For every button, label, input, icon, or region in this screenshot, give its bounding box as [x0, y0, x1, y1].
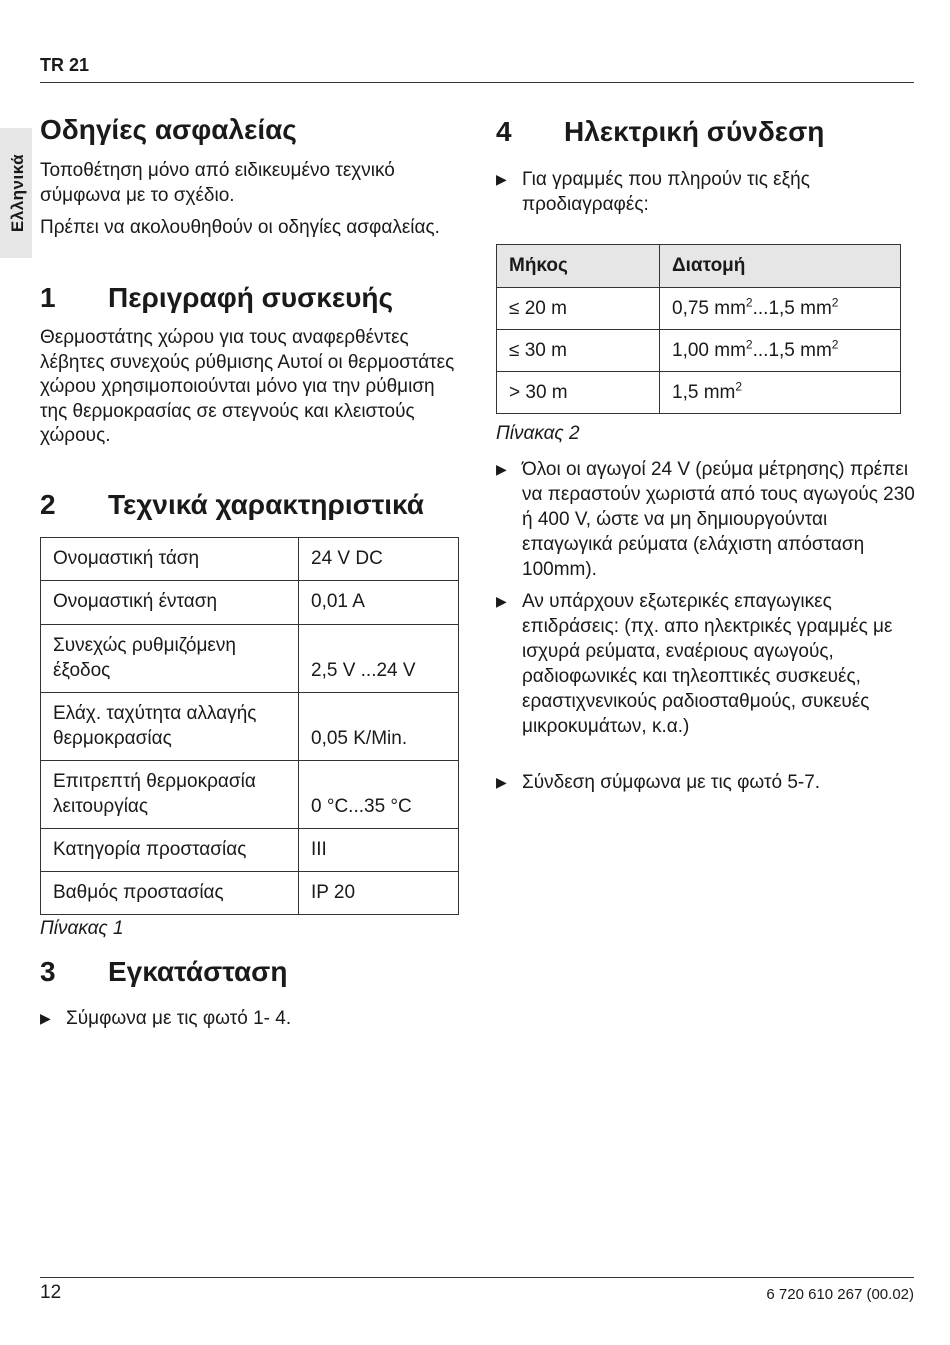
column-header-section: Διατομή [660, 245, 901, 288]
spec-label: Επιτρεπτή θερμοκρασία λειτουργίας [41, 761, 299, 829]
cable-section: 0,75 $mm^2...1,5$ $mm^2$ [660, 288, 901, 330]
section-4-bullet-1: ▶ Όλοι οι αγωγοί 24 V (ρεύμα μέτρησης) πρέπει να περαστούν χωριστά από τους αγωγούς 230 ή 400 V, ώστε να μη δημιουργούνται επαγωγικά ρεύματα (ελάχιστη απόσταση 100mm). [496, 459, 915, 580]
spec-value: 0 °C...35 °C [299, 761, 459, 829]
table-row [41, 625, 459, 693]
spec-label: Ονομαστική τάση [41, 538, 299, 581]
section-1-number: 1 [40, 282, 56, 313]
section-1-heading [40, 282, 393, 314]
bullet-arrow-icon: ▶ [496, 171, 507, 187]
section-3-bullet: ▶ Σύμφωνα με τις φωτό 1- 4. [40, 1008, 292, 1029]
section-3-title: Εγκατάσταση [108, 956, 288, 987]
page-number: 12 [40, 1282, 62, 1303]
cable-length: > 30 m [497, 372, 660, 414]
section-4-intro-bullet: ▶ Για γραμμές που πληρούν τις εξής προδιαγραφές: [496, 169, 810, 215]
table-row [41, 693, 459, 761]
spec-value: III [299, 829, 459, 872]
column-header-length: Μήκος [497, 245, 660, 288]
spec-value: 0,01 A [299, 581, 459, 625]
document-title: TR 21 [40, 55, 90, 75]
bullet-arrow-icon: ▶ [496, 774, 507, 790]
table-row [41, 761, 459, 829]
bullet-arrow-icon: ▶ [496, 593, 507, 609]
table-row [41, 538, 459, 581]
spec-label: Βαθμός προστασίας [41, 872, 299, 915]
document-code: 6 720 610 267 (00.02) [766, 1286, 914, 1303]
cable-length: ≤ 30 m [497, 330, 660, 372]
section-4-bullet-2: ▶ Αν υπάρχουν εξωτερικές επαγωγικες επιδράσεις: (πχ. απο ηλεκτρικές γραμμές με ισχυρά ρεύματα, εναέριους αγωγούς, ραδιοφωνικές και τηλεοπτικές συσκευές, εραστιχνενικούς ραδιοσταθμούς, συκευές μικροκυμάτων, κ.α.) [496, 591, 893, 737]
header-divider [40, 82, 914, 83]
table-2-caption: Πίνακας 2 [496, 423, 580, 444]
safety-paragraph-1: Τοποθέτηση μόνο από ειδικευμένο τεχνικό σύμφωνα με το σχέδιο. [40, 160, 395, 206]
spec-label: Ονομαστική ένταση [41, 581, 299, 625]
table-row [497, 372, 901, 414]
section-4-title: Ηλεκτρική σύνδεση [564, 116, 825, 147]
cable-length: ≤ 20 m [497, 288, 660, 330]
section-4-heading [496, 116, 824, 148]
table-row [41, 581, 459, 625]
footer-divider [40, 1277, 914, 1278]
cable-section: 1,5 $mm^2$ [660, 372, 901, 414]
spec-value: IP 20 [299, 872, 459, 915]
language-tab-label: Ελληνικά [8, 153, 27, 233]
specs-table [40, 537, 459, 915]
safety-paragraph-2: Πρέπει να ακολουθηθούν οι οδηγίες ασφαλείας. [40, 217, 440, 238]
spec-label: Κατηγορία προστασίας [41, 829, 299, 872]
section-1-title: Περιγραφή συσκευής [108, 282, 394, 313]
table-row [41, 872, 459, 915]
bullet-arrow-icon: ▶ [40, 1010, 51, 1026]
spec-label: Ελάχ. ταχύτητα αλλαγής θερμοκρασίας [41, 693, 299, 761]
section-3-number: 3 [40, 956, 56, 987]
section-4-bullet-3: ▶ Σύνδεση σύμφωνα με τις φωτό 5-7. [496, 772, 821, 793]
spec-value: 0,05 K/Min. [299, 693, 459, 761]
section-2-heading [40, 489, 424, 521]
section-4-number: 4 [496, 116, 512, 147]
section-3-heading [40, 956, 287, 988]
section-2-number: 2 [40, 489, 56, 520]
section-1-text: Θερμοστάτης χώρου για τους αναφερθέντες λέβητες συνεχούς ρύθμισης Αυτοί οι θερμοστάτες χώρου χρησιμοποιούνται μόνο για την ρύθμιση της θερμοκρασίας σε στεγνούς και κλειστούς χώρους. [40, 327, 455, 447]
spec-value: 2,5 V ...24 V [299, 625, 459, 693]
table-1-caption: Πίνακας 1 [40, 918, 124, 939]
table-header-row [497, 245, 901, 288]
safety-heading: Οδηγίες ασφαλείας [40, 114, 297, 145]
spec-value: 24 V DC [299, 538, 459, 581]
section-2-title: Τεχνικά χαρακτηριστικά [108, 489, 424, 520]
bullet-arrow-icon: ▶ [496, 461, 507, 477]
cable-table [496, 244, 901, 414]
table-row [497, 330, 901, 372]
table-row [497, 288, 901, 330]
table-row [41, 829, 459, 872]
spec-label: Συνεχώς ρυθμιζόμενη έξοδος [41, 625, 299, 693]
cable-section: 1,00 $mm^2...1,5$ $mm^2$ [660, 330, 901, 372]
